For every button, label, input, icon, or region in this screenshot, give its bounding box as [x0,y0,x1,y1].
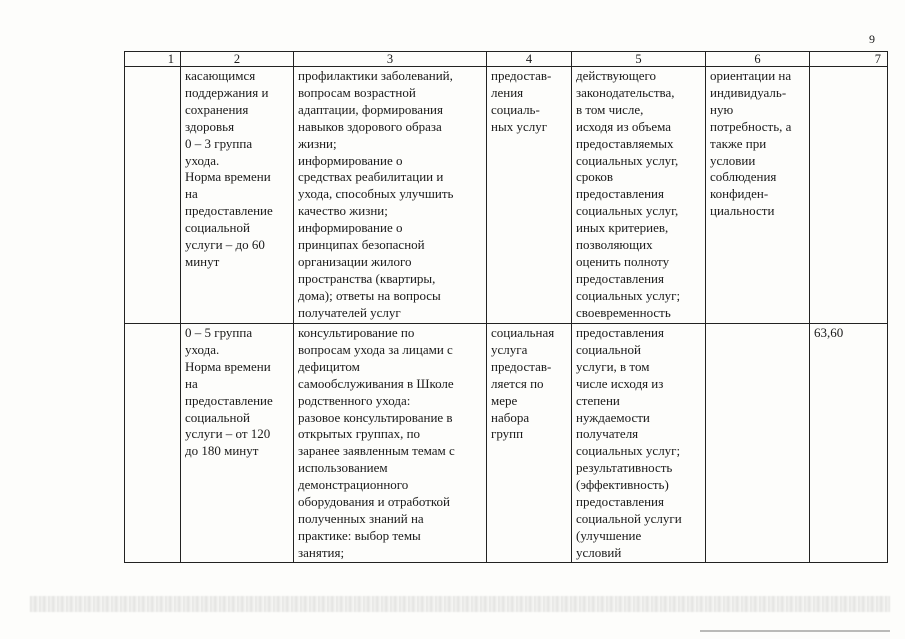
services-table [124,51,888,563]
cell-text: предостав- ления социаль- ных услуг [491,68,552,134]
cell-text: 0 – 5 группа ухода. Норма времени на предоставление социальной услуги – от 120 до 180 минут [185,325,273,459]
table-cell [125,67,181,324]
table-cell [294,324,487,563]
scan-edge-line [700,630,890,632]
table-cell [125,324,181,563]
table-cell [706,324,810,563]
table-cell [181,324,294,563]
cell-text: предоставления социальной услуги, в том числе исходя из степени нуждаемости получателя социальных услуг; результативность (эффективность) предоставления социальной услуги (улучшение условий [576,325,682,560]
table-row [125,324,888,563]
cell-text: действующего законодательства, в том числе, исходя из объема предоставляемых социальных услуг, сроков предоставления социальных услуг, иных критериев, позволяющих оценить полноту предоставления социальных услуг; своевременность [576,68,681,320]
cell-text [710,324,805,325]
scan-artifact [30,596,890,612]
cell-text: консультирование по вопросам ухода за лицами с дефицитом самообслуживания в Школе родственного ухода: разовое консультирование в открытых группах, по заранее заявленным темам с использованием демонстрационного оборудования и отработкой полученных знаний на практике: выбор темы занятия; [298,325,455,560]
table-cell [572,324,706,563]
table-cell [706,67,810,324]
cell-text [129,324,176,325]
cell-text: социальная услуга предостав- ляется по мере набора групп [491,325,555,442]
column-header: 7 [810,52,888,67]
table-cell [294,67,487,324]
cell-text: касающимся поддержания и сохранения здоровья 0 – 3 группа ухода. Норма времени на предоставление социальной услуги – до 60 минут [185,68,273,269]
cell-text: ориентации на индивидуаль- ную потребность, а также при условии соблюдения конфиден- циальности [710,68,792,219]
column-header: 5 [572,52,706,67]
table-cell [487,67,572,324]
column-header: 1 [125,52,181,67]
cell-text: 63,60 [814,325,844,340]
column-header: 3 [294,52,487,67]
table-cell [810,67,888,324]
column-header: 2 [181,52,294,67]
cell-text [814,67,883,68]
table-row [125,67,888,324]
table-cell [487,324,572,563]
table-cell [810,324,888,563]
cell-text: профилактики заболеваний, вопросам возрастной адаптации, формирования навыков здорового образа жизни; информирование о средствах реабилитации и ухода, способных улучшить качество жизни; информирование о принципах безопасной организации жилого пространства (квартиры, дома); ответы на вопросы получателей услуг [298,68,454,320]
table-cell [572,67,706,324]
cell-text [129,67,176,68]
table-cell [181,67,294,324]
column-header: 4 [487,52,572,67]
page-number: 9 [869,32,875,46]
column-header: 6 [706,52,810,67]
table-header-row [125,52,888,67]
